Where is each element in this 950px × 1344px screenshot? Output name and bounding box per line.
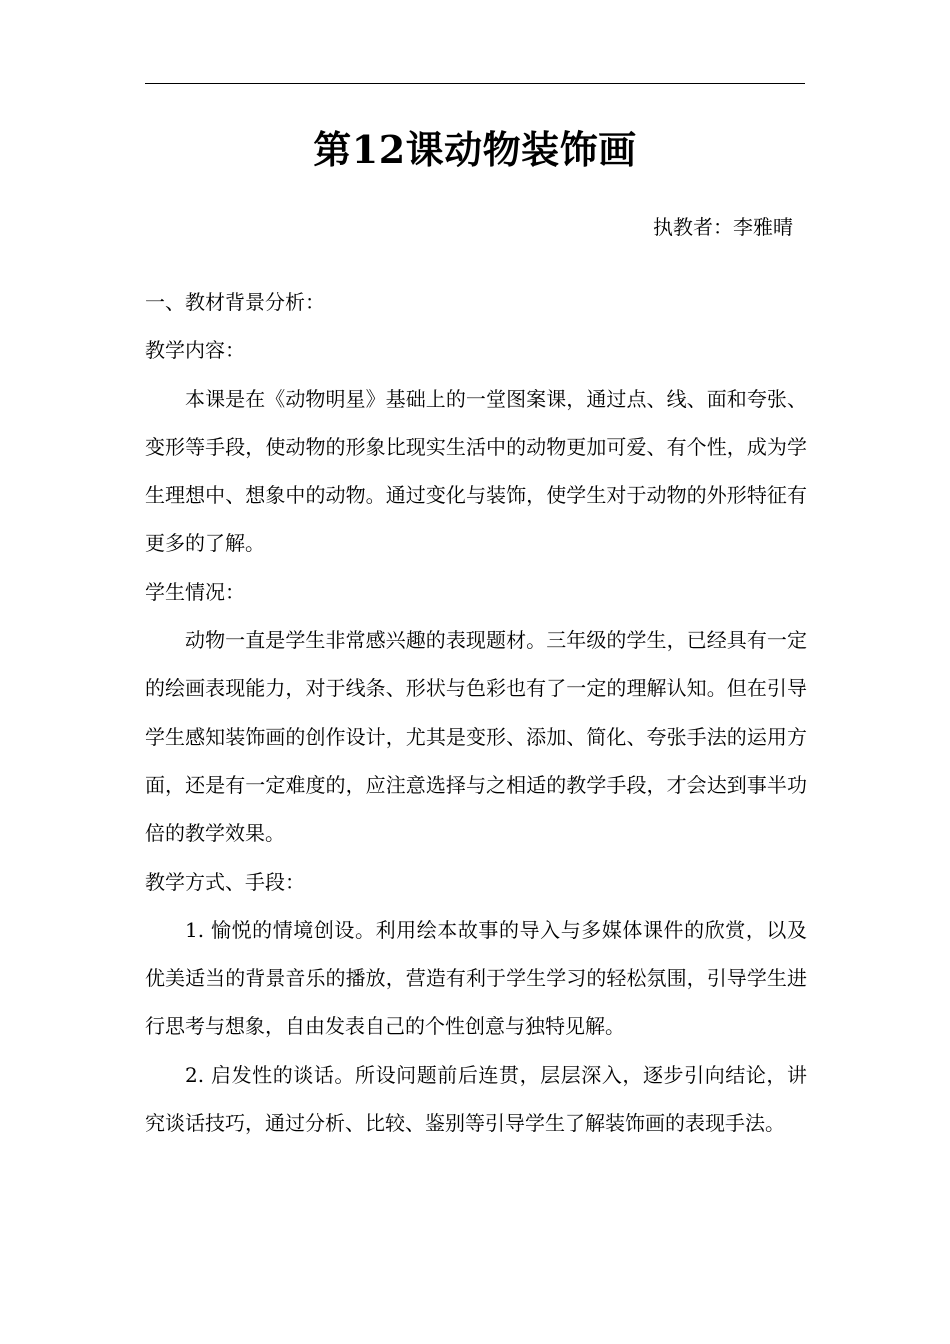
student-situation-paragraph: 动物一直是学生非常感兴趣的表现题材。三年级的学生，已经具有一定的绘画表现能力，对于线条、形状与色彩也有了一定的理解认知。但在引导学生感知装饰画的创作设计，尤其是变形、添加、简化、夸张手法的运用方面，还是有一定难度的，应注意选择与之相适的教学手段，才会达到事半功倍的教学效果。 [145,628,807,846]
teaching-content-heading: 教学内容： [145,338,245,363]
teaching-methods-heading: 教学方式、手段： [145,869,305,894]
method-item-1: 1. 愉悦的情境创设。利用绘本故事的导入与多媒体课件的欣赏，以及优美适当的背景音乐的播放，营造有利于学生学习的轻松氛围，引导学生进行思考与想象，自由发表自己的个性创意与独特见解。 [145,917,807,1039]
author-line: 执教者：李雅晴 [653,215,793,239]
section-heading: 一、教材背景分析： [145,290,325,314]
page-title: 第12课动物装饰画 [313,127,637,172]
teaching-content-paragraph: 本课是在《动物明星》基础上的一堂图案课，通过点、线、面和夸张、变形等手段，使动物的形象比现实生活中的动物更加可爱、有个性，成为学生理想中、想象中的动物。通过变化与装饰，使学生对于动物的外形特征有更多的了解。 [145,386,807,556]
document-body [145,278,807,1147]
header-rule [145,83,805,84]
student-situation-heading: 学生情况： [145,579,245,604]
method-item-2: 2. 启发性的谈话。所设问题前后连贯，层层深入，逐步引向结论，讲究谈话技巧，通过分析、比较、鉴别等引导学生了解装饰画的表现手法。 [145,1062,807,1136]
